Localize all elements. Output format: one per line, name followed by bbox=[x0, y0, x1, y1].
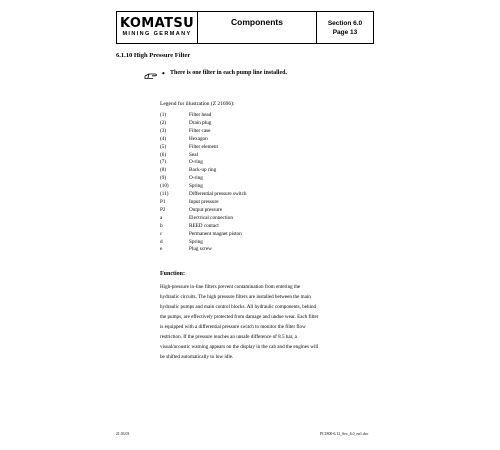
page-number: Page 13 bbox=[332, 28, 358, 36]
section-number: Section 6.0 bbox=[327, 19, 363, 27]
function-line: hydraulic circuits. The high pressure filters are installed between the main bbox=[160, 294, 311, 300]
legend-key: (4) bbox=[160, 135, 167, 142]
function-heading: Function: bbox=[160, 271, 186, 277]
legend-label: Electrical connection bbox=[189, 214, 233, 221]
legend-key: P2 bbox=[160, 206, 166, 213]
legend-item bbox=[160, 191, 247, 199]
legend-item bbox=[160, 128, 247, 136]
legend-item bbox=[160, 183, 247, 191]
legend-label: Hexagon bbox=[189, 135, 208, 142]
legend-item bbox=[160, 215, 247, 223]
legend-key: (3) bbox=[160, 127, 167, 134]
logo-subtitle: MINING GERMANY bbox=[122, 31, 192, 37]
footer-filename: PC1800-6.12_Ser._6.0_en1.doc bbox=[320, 432, 369, 436]
komatsu-logo bbox=[117, 12, 198, 43]
legend-label: Output pressure bbox=[189, 206, 222, 213]
legend-item bbox=[160, 159, 247, 167]
function-line: High-pressure in-line filters prevent contamination from entering the bbox=[160, 284, 301, 290]
legend-list bbox=[160, 112, 247, 254]
function-line: be shifted automatically to low idle. bbox=[160, 354, 234, 360]
legend-item bbox=[160, 136, 247, 144]
legend-item bbox=[160, 120, 247, 128]
legend-item bbox=[160, 231, 247, 239]
legend-label: Plug screw bbox=[189, 246, 212, 253]
legend-key: d bbox=[160, 238, 163, 245]
legend-item bbox=[160, 207, 247, 215]
legend-key: c bbox=[160, 230, 163, 237]
legend-key: b bbox=[160, 222, 163, 229]
section-info bbox=[316, 12, 373, 43]
legend-key: (5) bbox=[160, 143, 167, 150]
legend-item bbox=[160, 152, 247, 160]
function-line: the pumps, are effectively protected from damage and undue wear. Each filter bbox=[160, 314, 319, 320]
page-header bbox=[116, 11, 374, 44]
legend-item bbox=[160, 199, 247, 207]
legend-item bbox=[160, 112, 247, 120]
legend-item bbox=[160, 175, 247, 183]
legend-label: Filter element bbox=[189, 143, 218, 150]
legend-key: (8) bbox=[160, 167, 167, 174]
legend-key: (9) bbox=[160, 175, 167, 182]
legend-label: Drain plug bbox=[189, 119, 212, 126]
legend-item bbox=[160, 246, 247, 254]
legend-item bbox=[160, 223, 247, 231]
function-line: restriction. If the pressure reaches an unsafe difference of 8.5 bar, a bbox=[160, 334, 297, 340]
legend-label: O-ring bbox=[189, 159, 203, 166]
header-title: Components bbox=[231, 17, 283, 27]
legend-key: (7) bbox=[160, 159, 167, 166]
legend-key: (11) bbox=[160, 191, 169, 198]
legend-label: Back-up ring bbox=[189, 167, 217, 174]
legend-label: Seal bbox=[189, 151, 198, 158]
legend-label: O-ring bbox=[189, 175, 203, 182]
function-line: is equipped with a differential pressure switch to monitor the filter flow bbox=[160, 324, 306, 330]
legend-key: e bbox=[160, 246, 163, 253]
footer-date: 21.03.03 bbox=[116, 432, 130, 436]
legend-label: Filter head bbox=[189, 112, 212, 118]
legend-label: Spring bbox=[189, 238, 203, 245]
legend-label: Differential pressure switch bbox=[189, 191, 247, 198]
note-text: • There is one filter in each pump line installed. bbox=[170, 70, 287, 76]
legend-key: (1) bbox=[160, 112, 167, 118]
legend-item bbox=[160, 144, 247, 152]
legend-label: Permanent magnet piston bbox=[189, 230, 242, 237]
legend-title: Legend for illustration (Z 21696): bbox=[160, 101, 235, 107]
legend-label: Input pressure bbox=[189, 198, 219, 205]
section-heading: 6.1.10 High Pressure Filter bbox=[116, 52, 191, 59]
legend-key: (10) bbox=[160, 183, 169, 190]
legend-key: (6) bbox=[160, 151, 167, 158]
function-line: hydraulic pumps and main control blocks. All hydraulic components, behind bbox=[160, 304, 317, 310]
pointing-hand-icon bbox=[144, 70, 158, 80]
legend-key: (2) bbox=[160, 119, 167, 126]
legend-key: P1 bbox=[160, 198, 166, 205]
function-paragraph bbox=[160, 282, 370, 362]
logo-wordmark: KOMATSU bbox=[119, 16, 195, 31]
legend-item bbox=[160, 167, 247, 175]
legend-label: Filter case bbox=[189, 127, 211, 134]
legend-label: REED contact bbox=[189, 222, 219, 229]
legend-label: Spring bbox=[189, 183, 203, 190]
function-line: visual/acoustic warning appears on the display in the cab and the engines will bbox=[160, 344, 319, 350]
legend-key: a bbox=[160, 214, 163, 221]
legend-item bbox=[160, 239, 247, 247]
